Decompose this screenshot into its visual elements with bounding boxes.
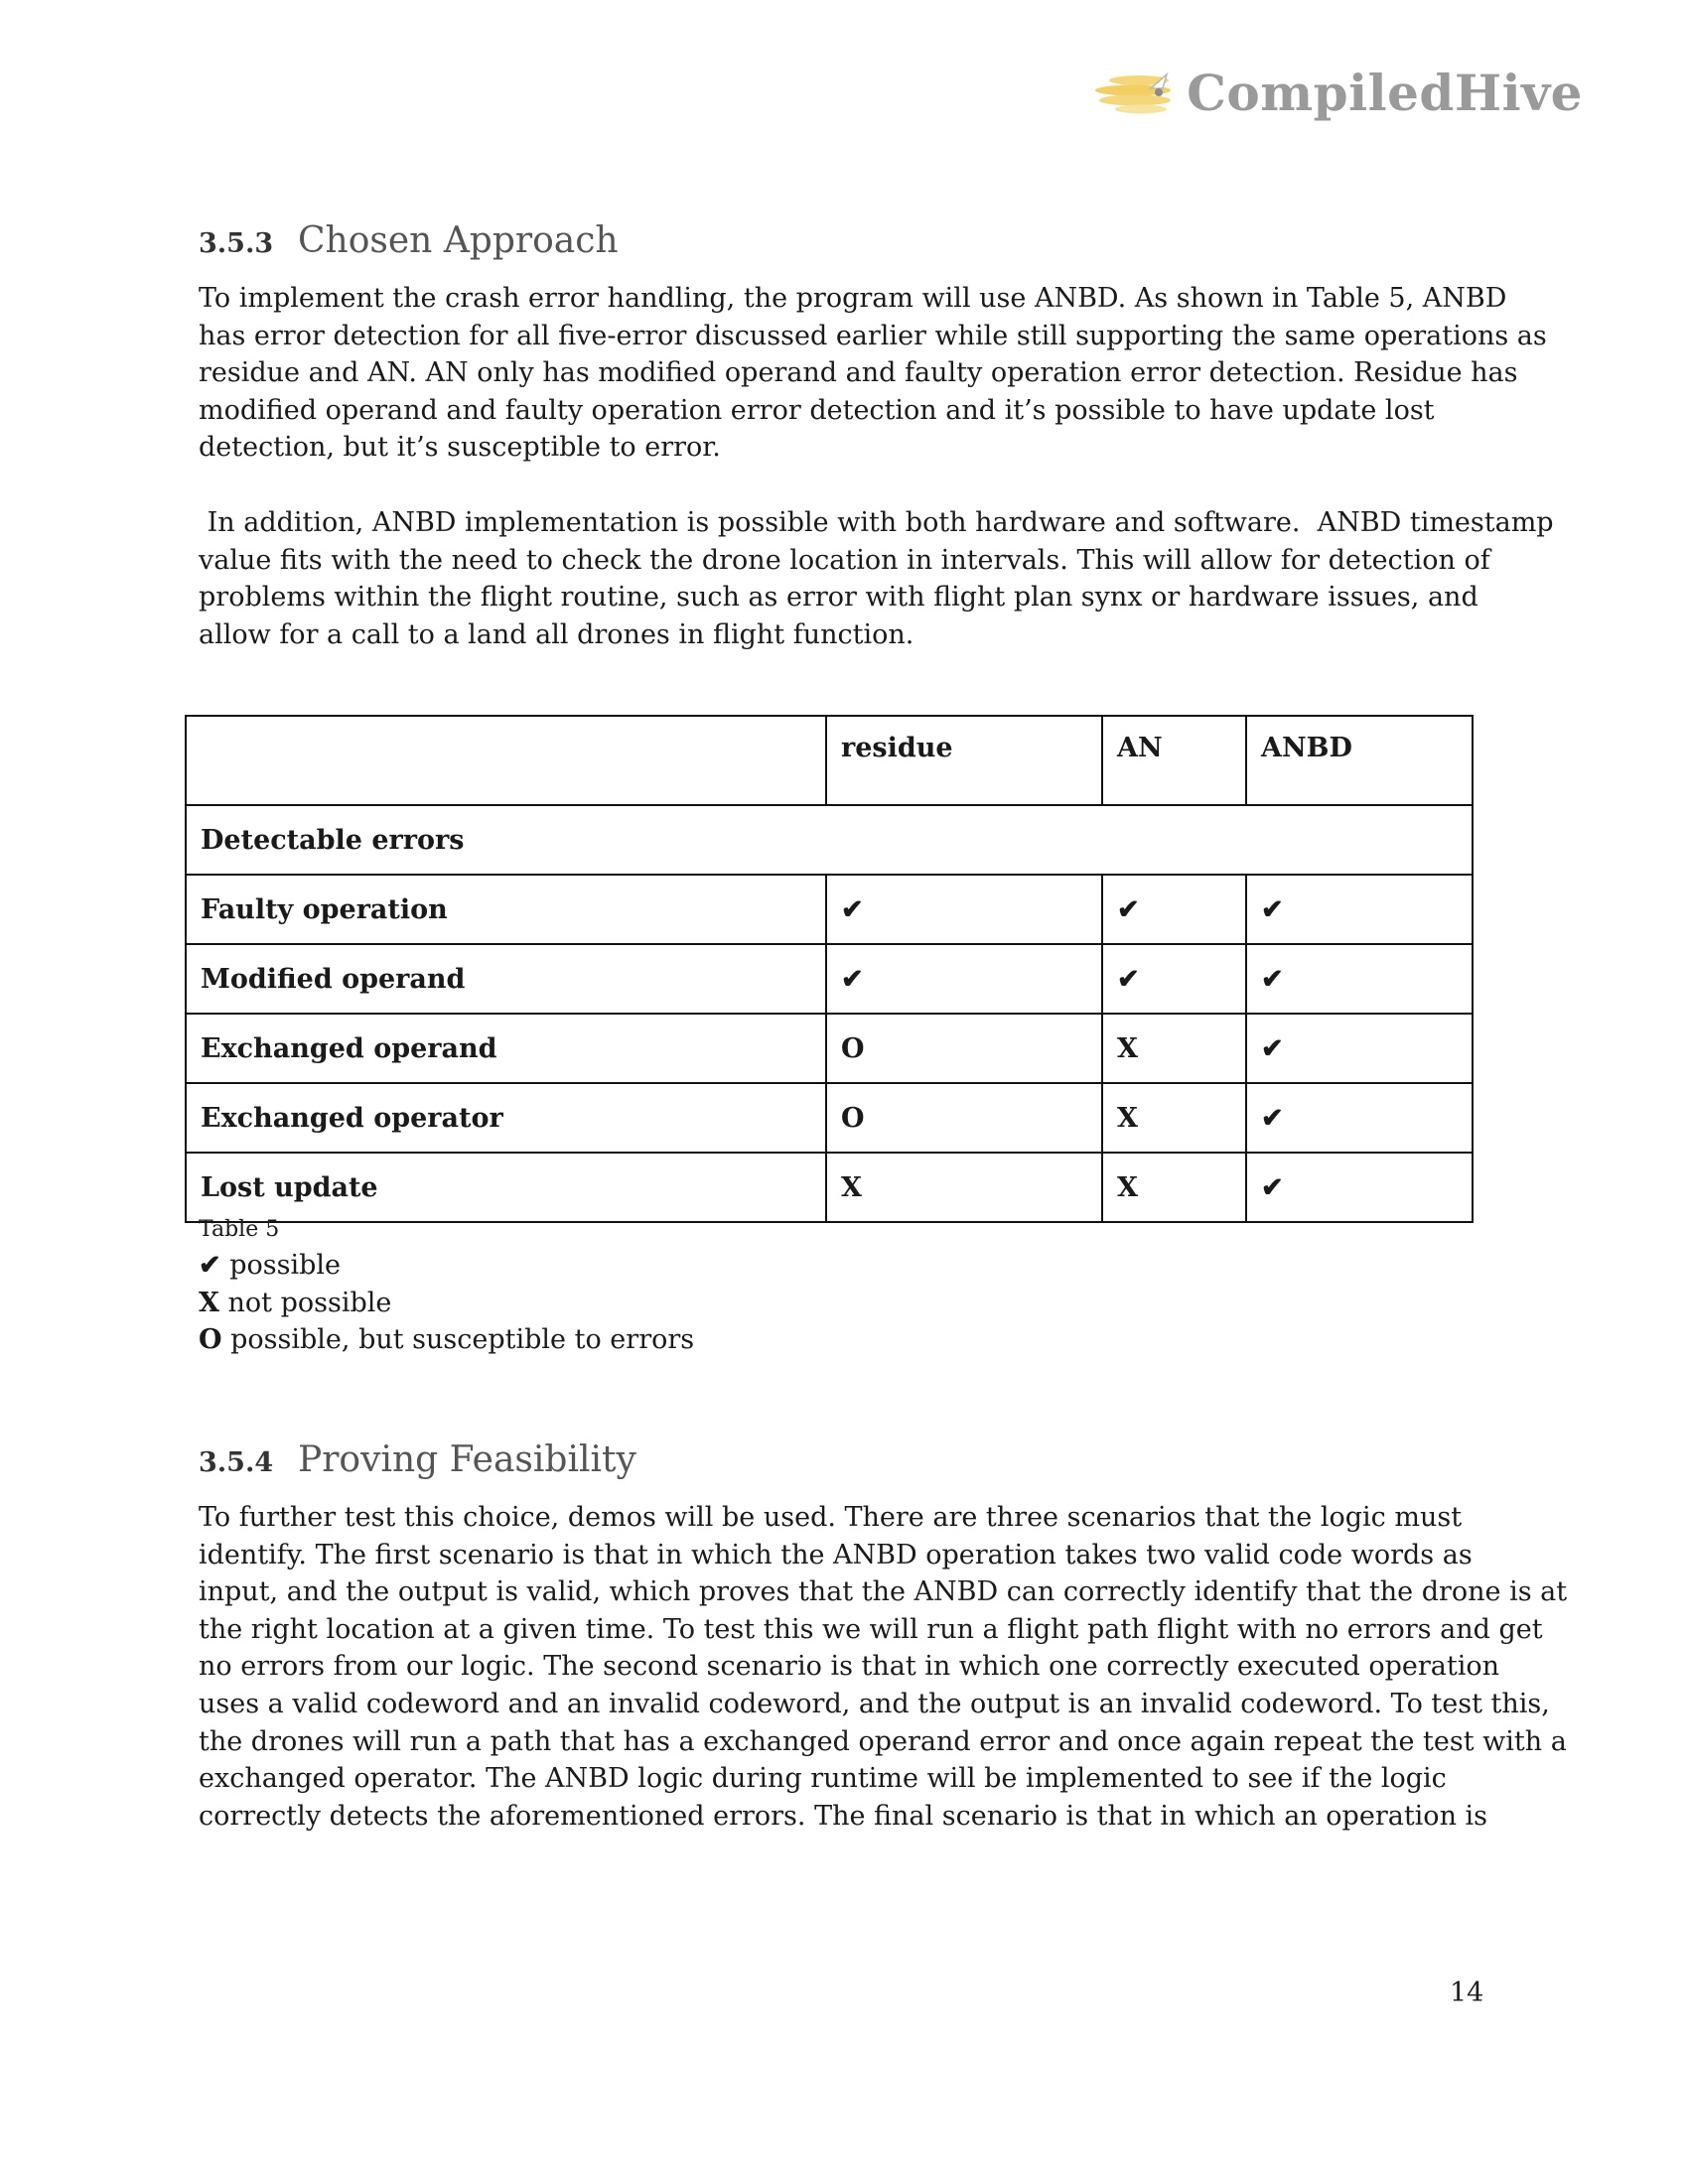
table-cell: Faulty operation	[186, 875, 826, 944]
text-line: modified operand and faulty operation error detection and it’s possible to have update lost	[199, 394, 1435, 426]
text-line: has error detection for all five-error discussed earlier while still supporting the same operations as	[199, 320, 1547, 351]
table-row	[186, 1014, 1473, 1083]
legend-symbol: X	[199, 1287, 219, 1318]
table-cell: ✔	[1246, 875, 1473, 944]
table-cell: Lost update	[186, 1153, 826, 1222]
table-header-row	[186, 716, 1473, 805]
page-number: 14	[1450, 1978, 1484, 2008]
text-line: detection, but it’s susceptible to error.	[199, 432, 721, 464]
comparison-table	[185, 715, 1474, 1223]
table-cell: ✔	[826, 944, 1102, 1014]
table-cell: X	[826, 1153, 1102, 1222]
table-cell: Exchanged operand	[186, 1014, 826, 1083]
table-group-row	[186, 805, 1473, 875]
paragraph-chosen-approach-1	[199, 280, 1547, 467]
table-row	[186, 875, 1473, 944]
table-row	[186, 1083, 1473, 1153]
table-header-cell	[186, 716, 826, 805]
table-cell: ✔	[1102, 875, 1246, 944]
table-cell: O	[826, 1014, 1102, 1083]
legend-text: not possible	[218, 1287, 392, 1318]
table-cell: Modified operand	[186, 944, 826, 1014]
table-group-label: Detectable errors	[186, 805, 1473, 875]
legend-item	[199, 1321, 694, 1359]
text-line: no errors from our logic. The second scenario is that in which one correctly executed operation	[199, 1651, 1499, 1683]
table-row	[186, 944, 1473, 1014]
table-caption: Table 5	[199, 1217, 280, 1242]
table-cell: X	[1102, 1153, 1246, 1222]
section-heading-chosen-approach	[199, 220, 619, 261]
table-header-cell: AN	[1102, 716, 1246, 805]
legend-symbol: ✔	[199, 1250, 221, 1281]
paragraph-proving-feasibility	[199, 1499, 1568, 1835]
text-line: To implement the crash error handling, the program will use ANBD. As shown in Table 5, ANBD	[199, 283, 1507, 314]
table-cell: ✔	[1246, 944, 1473, 1014]
text-line: the right location at a given time. To test this we will run a flight path flight with no errors and get	[199, 1613, 1543, 1645]
section-title: Chosen Approach	[298, 220, 619, 261]
legend-item	[199, 1247, 694, 1285]
table-legend	[199, 1247, 694, 1359]
bee-logo-icon	[1093, 63, 1185, 122]
table-cell: ✔	[1246, 1014, 1473, 1083]
text-line: problems within the flight routine, such as error with flight plan synx or hardware issues, and	[199, 582, 1478, 614]
text-line: correctly detects the aforementioned errors. The final scenario is that in which an operation is	[199, 1800, 1488, 1832]
text-line: identify. The first scenario is that in which the ANBD operation takes two valid code words as	[199, 1539, 1473, 1570]
text-line: To further test this choice, demos will be used. There are three scenarios that the logic must	[199, 1502, 1463, 1533]
section-heading-proving-feasibility	[199, 1439, 636, 1480]
section-title: Proving Feasibility	[298, 1439, 636, 1480]
logo-text: CompiledHive	[1187, 63, 1583, 122]
legend-text: possible	[220, 1250, 341, 1281]
table-cell: ✔	[1102, 944, 1246, 1014]
table-cell: O	[826, 1083, 1102, 1153]
legend-item	[199, 1285, 694, 1322]
table-header-cell: residue	[826, 716, 1102, 805]
text-line: In addition, ANBD implementation is possible with both hardware and software. ANBD timestamp	[199, 507, 1554, 538]
legend-symbol: O	[199, 1324, 222, 1356]
legend-text: possible, but susceptible to errors	[221, 1324, 695, 1356]
text-line: uses a valid codeword and an invalid codeword, and the output is an invalid codeword. To test this,	[199, 1688, 1550, 1719]
table-cell: ✔	[1246, 1153, 1473, 1222]
text-line: input, and the output is valid, which proves that the ANBD can correctly identify that the drone is at	[199, 1576, 1568, 1608]
table-cell: X	[1102, 1083, 1246, 1153]
section-number: 3.5.4	[199, 1447, 274, 1478]
text-line: exchanged operator. The ANBD logic during runtime will be implemented to see if the logic	[199, 1763, 1447, 1795]
table-cell: ✔	[1246, 1083, 1473, 1153]
table-row	[186, 1153, 1473, 1222]
text-line: allow for a call to a land all drones in flight function.	[199, 618, 914, 650]
table-cell: Exchanged operator	[186, 1083, 826, 1153]
text-line: residue and AN. AN only has modified operand and faulty operation error detection. Residue has	[199, 357, 1518, 389]
company-logo	[1093, 58, 1583, 127]
text-line: the drones will run a path that has a exchanged operand error and once again repeat the test with a	[199, 1725, 1567, 1757]
section-number: 3.5.3	[199, 228, 274, 259]
paragraph-chosen-approach-2	[199, 504, 1554, 653]
table-header-cell: ANBD	[1246, 716, 1473, 805]
table-cell: ✔	[826, 875, 1102, 944]
text-line: value fits with the need to check the drone location in intervals. This will allow for detection of	[199, 544, 1490, 576]
table-cell: X	[1102, 1014, 1246, 1083]
